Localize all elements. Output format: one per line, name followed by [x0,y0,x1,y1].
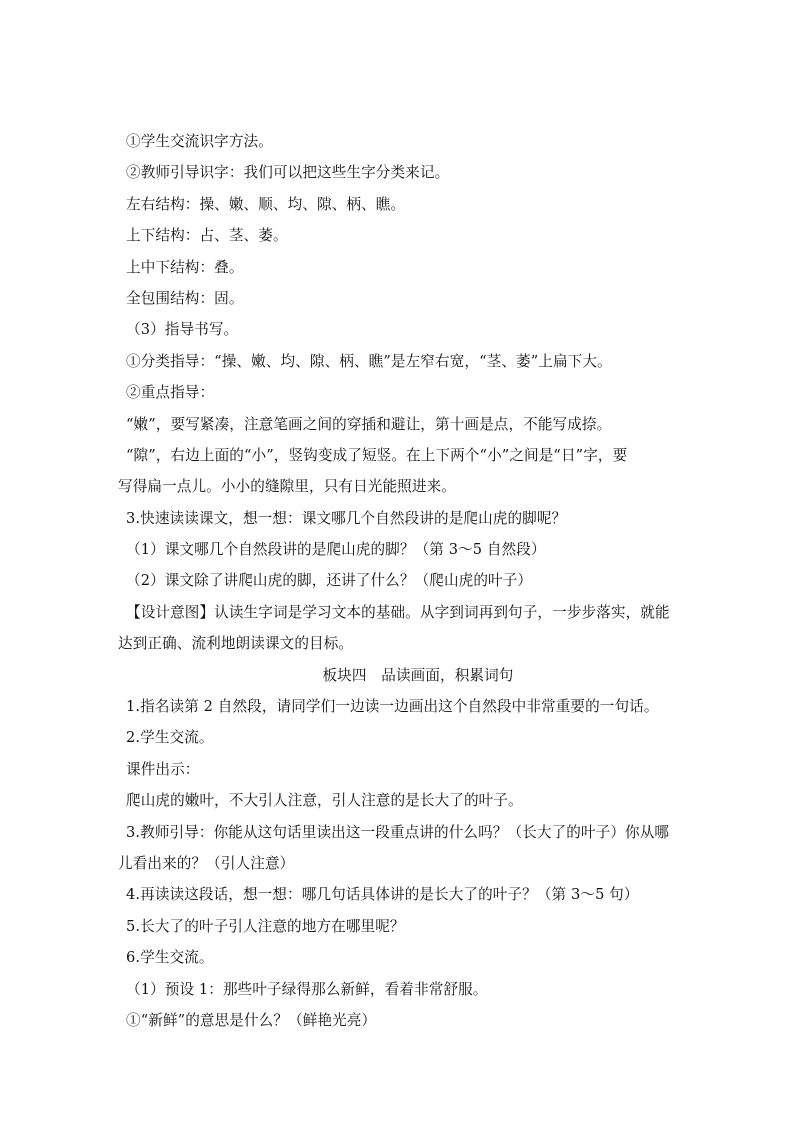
text-line: （1）课文哪几个自然段讲的是爬山虎的脚？（第 3～5 自然段） [126,541,546,559]
text-line: 6.学生交流。 [126,949,214,967]
text-line: 上中下结构：叠。 [126,258,244,276]
text-line: 【设计意图】认读生字词是学习文本的基础。从字到词再到句子，一步步落实，就能 [126,603,670,621]
text-line: 上下结构：占、茎、萎。 [126,227,288,245]
text-line: ①分类指导：“操、嫩、均、隙、柄、瞧”是左窄右宽，“茎、萎”上扁下大。 [126,352,612,370]
text-line: 3.快速读读课文，想一想：课文哪几个自然段讲的是爬山虎的脚呢？ [126,509,567,527]
text-line: 课件出示： [126,760,200,778]
text-line: 达到正确、流利地朗读课文的目标。 [118,635,354,653]
text-line: 儿看出来的？（引人注意） [118,854,295,872]
text-line: 3.教师引导：你能从这句话里读出这一段重点讲的什么吗？（长大了的叶子）你从哪 [126,823,670,841]
text-line: 左右结构：操、嫩、顺、均、隙、柄、瞧。 [126,195,406,213]
text-line: 2.学生交流。 [126,729,214,747]
text-line: （3）指导书写。 [126,321,239,339]
text-line: ①学生交流识字方法。 [126,133,273,150]
text-line: ②教师引导识字：我们可以把这些生字分类来记。 [126,164,450,182]
text-line: 4.再读读这段话，想一想：哪几句话具体讲的是长大了的叶子？（第 3～5 句） [126,886,639,904]
text-line: 写得扁一点儿。小小的缝隙里，只有日光能照进来。 [118,478,456,496]
text-line: （1）预设 1：那些叶子绿得那么新鲜，看着非常舒服。 [126,980,488,998]
text-line: “隙”，右边上面的“小”，竖钩变成了短竖。在上下两个“小”之间是“日”字，要 [126,446,628,464]
text-line: “嫩”，要写紧凑，注意笔画之间的穿插和避让，第十画是点，不能写成捺。 [126,415,612,433]
text-line: 5.长大了的叶子引人注意的地方在哪里呢？ [126,917,405,935]
text-line: （2）课文除了讲爬山虎的脚，还讲了什么？（爬山虎的叶子） [126,572,533,590]
text-line: 爬山虎的嫩叶，不大引人注意，引人注意的是长大了的叶子。 [126,792,523,810]
text-line: ②重点指导： [126,384,215,402]
text-line: 1.指名读第 2 自然段，请同学们一边读一边画出这个自然段中非常重要的一句话。 [126,698,659,716]
document-body [118,126,718,1036]
text-line: ①“新鲜”的意思是什么？（鲜艳光亮） [126,1011,377,1029]
section-heading: 板块四 品读画面，积累词句 [322,666,514,684]
text-line: 全包围结构：固。 [126,289,244,307]
